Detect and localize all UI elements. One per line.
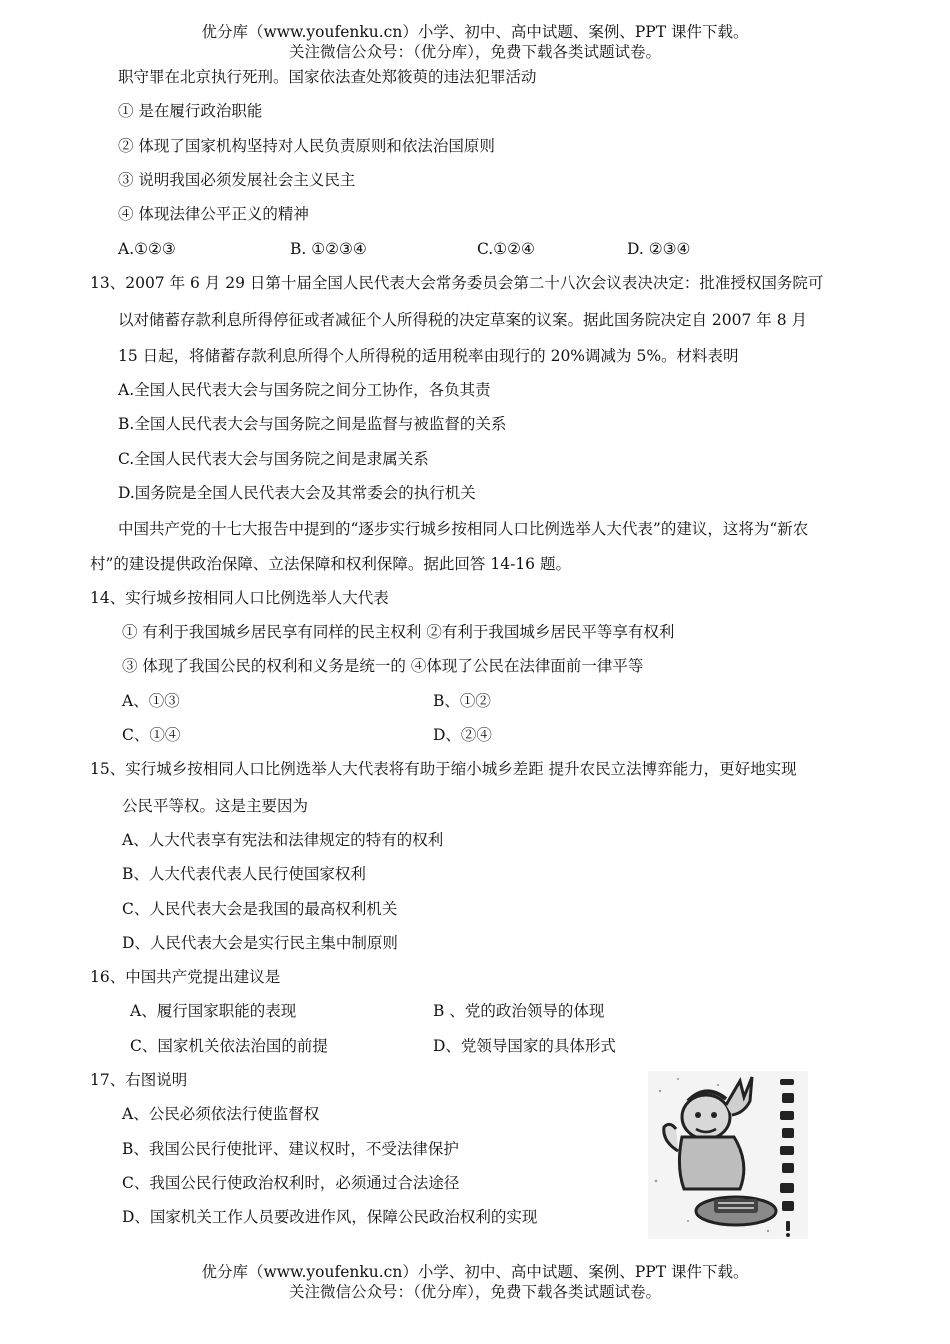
q12-option-d: D. ②③④ bbox=[627, 240, 691, 258]
q17-option-d: D、国家机关工作人员要改进作风，保障公民政治权利的实现 bbox=[122, 1208, 538, 1226]
q13-line-2: 以对储蓄存款利息所得停征或者减征个人所得税的决定草案的议案。据此国务院决定自 2007 年 8 月 bbox=[118, 311, 808, 329]
q12-option-c: C.①②④ bbox=[477, 240, 535, 258]
q16-option-b: B 、党的政治领导的体现 bbox=[433, 1002, 605, 1020]
q12-item-2: ② 体现了国家机构坚持对人民负责原则和依法治国原则 bbox=[118, 137, 495, 155]
q16-option-d: D、党领导国家的具体形式 bbox=[433, 1037, 616, 1055]
q17-stem: 17、右图说明 bbox=[90, 1071, 188, 1089]
q13-line-1: 13、2007 年 6 月 29 日第十届全国人民代表大会常务委员会第二十八次会议表决决定：批准授权国务院可 bbox=[90, 274, 824, 292]
q12-option-a: A.①②③ bbox=[118, 240, 176, 258]
q15-option-a: A、人大代表享有宪法和法律规定的特有的权利 bbox=[122, 831, 444, 849]
q14-option-a: A、①③ bbox=[122, 692, 180, 710]
q13-option-c: C.全国人民代表大会与国务院之间是隶属关系 bbox=[118, 450, 429, 468]
q13-option-b: B.全国人民代表大会与国务院之间是监督与被监督的关系 bbox=[118, 415, 507, 433]
q15-option-d: D、人民代表大会是实行民主集中制原则 bbox=[122, 934, 398, 952]
intro-line-1: 中国共产党的十七大报告中提到的“逐步实行城乡按相同人口比例选举人大代表”的建议，这将为“新农 bbox=[118, 520, 809, 538]
header-line-1: 优分库（www.youfenku.cn）小学、初中、高中试题、案例、PPT 课件下载。 bbox=[201, 23, 749, 41]
q12-item-3: ③ 说明我国必须发展社会主义民主 bbox=[118, 171, 356, 189]
q15-option-c: C、人民代表大会是我国的最高权利机关 bbox=[122, 900, 398, 918]
q15-line-2: 公民平等权。这是主要因为 bbox=[122, 797, 309, 815]
q14-item-line-1: ① 有利于我国城乡居民享有同样的民主权利 ②有利于我国城乡居民平等享有权利 bbox=[122, 623, 675, 641]
page-footer bbox=[0, 1262, 950, 1302]
q13-option-a: A.全国人民代表大会与国务院之间分工协作，各负其责 bbox=[118, 381, 491, 399]
page-header bbox=[0, 22, 950, 62]
q14-option-d: D、②④ bbox=[433, 726, 492, 744]
q13-line-3: 15 日起，将储蓄存款利息所得个人所得税的适用税率由现行的 20%调减为 5%。材料表明 bbox=[118, 347, 739, 365]
q15-option-b: B、人大代表代表人民行使国家权利 bbox=[122, 865, 366, 883]
q16-option-c: C、国家机关依法治国的前提 bbox=[130, 1037, 328, 1055]
q17-option-c: C、我国公民行使政治权利时，必须通过合法途径 bbox=[122, 1174, 460, 1192]
q14-option-c: C、①④ bbox=[122, 726, 181, 744]
q12-option-b: B. ①②③④ bbox=[290, 240, 367, 258]
cartoon-illustration bbox=[648, 1071, 808, 1239]
header-line-2: 关注微信公众号：（优分库），免费下载各类试题试卷。 bbox=[288, 43, 661, 61]
cartoon-sketch-icon bbox=[648, 1071, 808, 1239]
q12-continuation: 职守罪在北京执行死刑。国家依法查处郑筱萸的违法犯罪活动 bbox=[118, 68, 537, 86]
q12-item-4: ④ 体现法律公平正义的精神 bbox=[118, 205, 309, 223]
q14-stem: 14、实行城乡按相同人口比例选举人大代表 bbox=[90, 589, 389, 607]
q14-item-line-2: ③ 体现了我国公民的权利和义务是统一的 ④体现了公民在法律面前一律平等 bbox=[122, 657, 644, 675]
q16-option-a: A、履行国家职能的表现 bbox=[130, 1002, 297, 1020]
q15-line-1: 15、实行城乡按相同人口比例选举人大代表将有助于缩小城乡差距 提升农民立法博弈能力，更好地实现 bbox=[90, 760, 797, 778]
q14-option-b: B、①② bbox=[433, 692, 491, 710]
q12-item-1: ① 是在履行政治职能 bbox=[118, 102, 263, 120]
intro-line-2: 村”的建设提供政治保障、立法保障和权利保障。据此回答 14-16 题。 bbox=[90, 555, 571, 573]
footer-line-1: 优分库（www.youfenku.cn）小学、初中、高中试题、案例、PPT 课件下载。 bbox=[201, 1263, 749, 1281]
q16-stem: 16、中国共产党提出建议是 bbox=[90, 968, 281, 986]
q17-option-a: A、公民必须依法行使监督权 bbox=[122, 1105, 320, 1123]
q17-option-b: B、我国公民行使批评、建议权时，不受法律保护 bbox=[122, 1140, 459, 1158]
q13-option-d: D.国务院是全国人民代表大会及其常委会的执行机关 bbox=[118, 484, 476, 502]
footer-line-2: 关注微信公众号：（优分库），免费下载各类试题试卷。 bbox=[288, 1283, 661, 1301]
